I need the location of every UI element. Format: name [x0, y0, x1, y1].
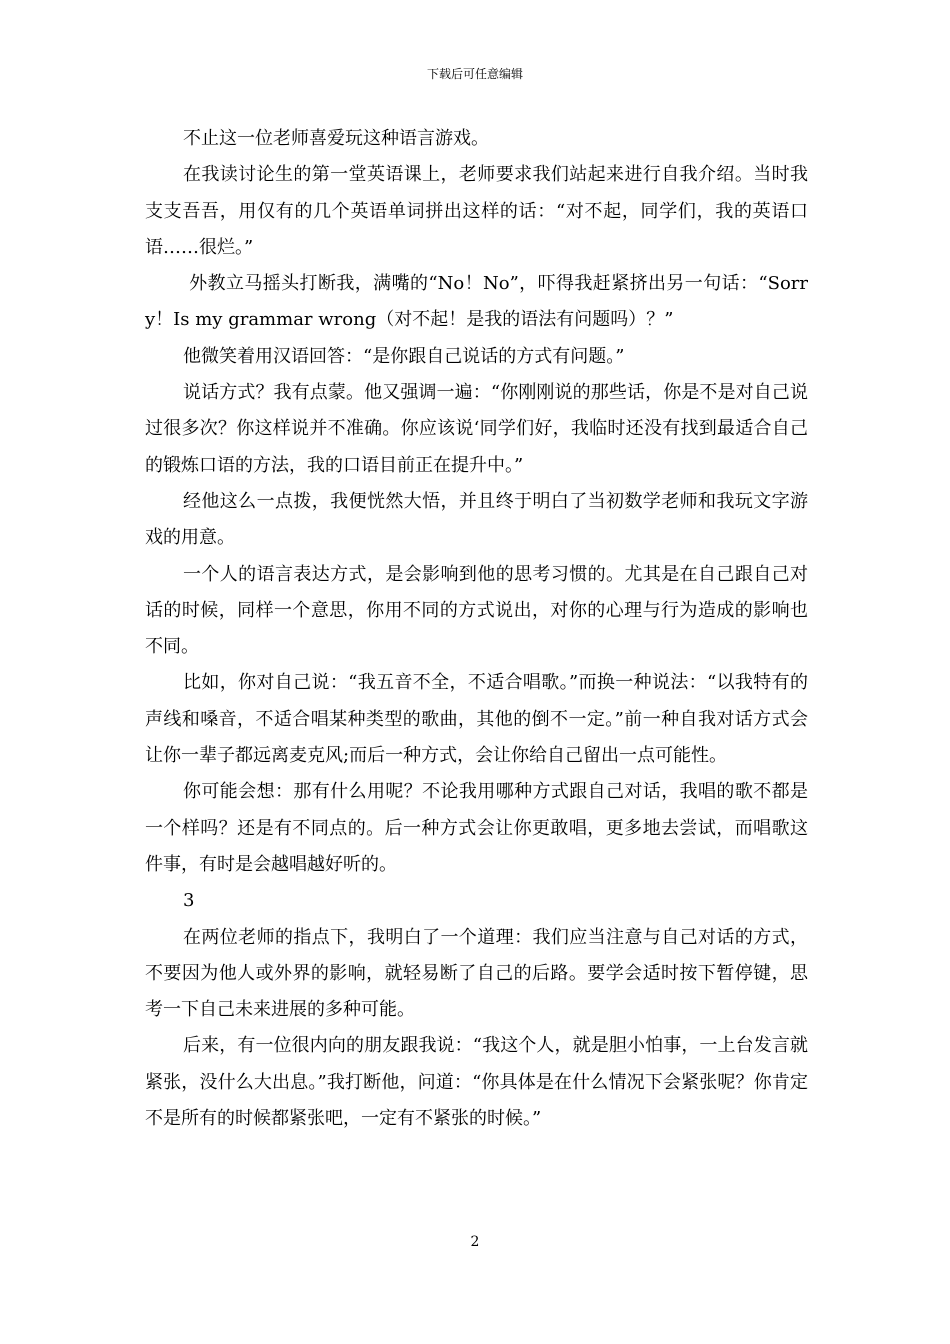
paragraph: 一个人的语言表达方式，是会影响到他的思考习惯的。尤其是在自己跟自己对话的时候，同样一个意思，你用不同的方式说出，对你的心理与行为造成的影响也不同。	[145, 563, 808, 658]
paragraph: 在我读讨论生的第一堂英语课上，老师要求我们站起来进行自我介绍。当时我支支吾吾，用仅有的几个英语单词拼出这样的话：“对不起，同学们，我的英语口语……很烂。”	[145, 164, 808, 258]
paragraph: 说话方式？我有点蒙。他又强调一遍：“你刚刚说的那些话，你是不是对自己说过很多次？你这样说并不准确。你应该说‘同学们好，我临时还没有找到最适合自己的锻炼口语的方法，我的口语目前正在提升中。”	[145, 382, 808, 476]
page-number: 2	[470, 1234, 480, 1250]
paragraph: 在两位老师的指点下，我明白了一个道理：我们应当注意与自己对话的方式，不要因为他人或外界的影响，就轻易断了自己的后路。要学会适时按下暂停键，思考一下自己未来进展的多种可能。	[145, 926, 808, 1021]
paragraph: 他微笑着用汉语回答：“是你跟自己说话的方式有问题。”	[183, 345, 625, 367]
paragraph: 不止这一位老师喜爱玩这种语言游戏。	[183, 128, 489, 149]
document-body	[145, 121, 808, 1137]
paragraph: 外教立马摇头打断我，满嘴的“No！No”，吓得我赶紧挤出另一句话：“Sorry！Is my grammar wrong（对不起！是我的语法有问题吗）？”	[145, 273, 809, 331]
paragraph: 后来，有一位很内向的朋友跟我说：“我这个人，就是胆小怕事，一上台发言就紧张，没什么大出息。”我打断他，问道：“你具体是在什么情况下会紧张呢？你肯定不是所有的时候都紧张吧，一定有不紧张的时候。”	[145, 1035, 808, 1130]
section-number: 3	[183, 890, 195, 912]
paragraph: 你可能会想：那有什么用呢？不论我用哪种方式跟自己对话，我唱的歌不都是一个样吗？还是有不同点的。后一种方式会让你更敢唱，更多地去尝试，而唱歌这件事，有时是会越唱越好听的。	[145, 781, 808, 875]
page-header: 下载后可任意编辑	[426, 67, 523, 81]
paragraph: 经他这么一点拨，我便恍然大悟，并且终于明白了当初数学老师和我玩文字游戏的用意。	[145, 490, 808, 549]
paragraph: 比如，你对自己说：“我五音不全，不适合唱歌。”而换一种说法：“以我特有的声线和嗓音，不适合唱某种类型的歌曲，其他的倒不一定。”前一种自我对话方式会让你一辈子都远离麦克风;而后一种方式，会让你给自己留出一点可能性。	[145, 672, 808, 767]
